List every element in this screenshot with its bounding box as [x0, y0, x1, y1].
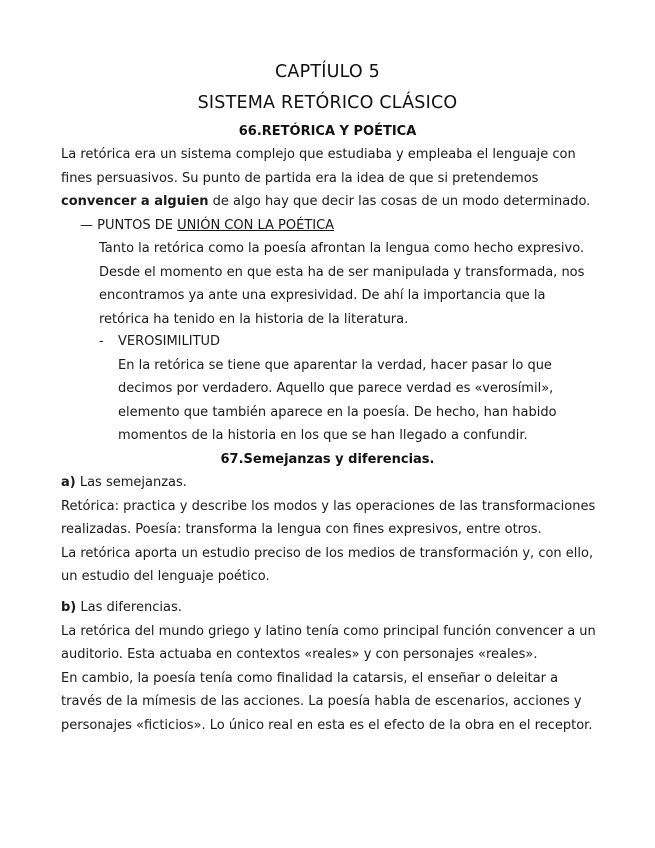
verosimilitud-line-1: En la retórica se tiene que aparentar la verdad, hacer pasar lo que: [118, 358, 552, 373]
subsection-b-line-1: La retórica del mundo griego y latino tenía como principal función convencer a un: [61, 624, 596, 639]
subsection-a-marker: a): [61, 475, 76, 490]
subsection-a-heading: [61, 475, 187, 491]
puntos-underlined: UNIÓN CON LA POÉTICA: [177, 218, 335, 233]
intro-line-1: La retórica era un sistema complejo que estudiaba y empleaba el lenguaje con: [61, 147, 576, 162]
em-dash: —: [80, 218, 93, 233]
subsection-b-line-2: auditorio. Esta actuaba en contextos «reales» y con personajes «reales».: [61, 647, 538, 662]
puntos-para-line-4: retórica ha tenido en la historia de la literatura.: [99, 312, 409, 327]
subsection-a-line-4: un estudio del lenguaje poético.: [61, 569, 270, 584]
intro-line-3-rest: de algo hay que decir las cosas de un modo determinado.: [208, 194, 591, 209]
chapter-title: CAPTÍULO 5: [274, 62, 380, 82]
subsection-b-line-5: personajes «ficticios». Lo único real en esta es el efecto de la obra en el receptor.: [61, 718, 593, 733]
puntos-para-line-3: encontramos ya ante una expresividad. De ahí la importancia que la: [99, 288, 546, 303]
intro-line-2: fines persuasivos. Su punto de partida era la idea de que si pretendemos: [61, 171, 539, 186]
subsection-b-label: Las diferencias.: [76, 600, 182, 615]
verosimilitud-bullet: -: [99, 334, 104, 349]
verosimilitud-label: VEROSIMILITUD: [118, 334, 221, 349]
section-67-heading: 67.Semejanzas y diferencias.: [220, 452, 435, 467]
verosimilitud-line-2: decimos por verdadero. Aquello que parece verdad es «verosímil»,: [118, 381, 554, 396]
subsection-b-heading: [61, 600, 182, 616]
subsection-a-line-3: La retórica aporta un estudio preciso de los medios de transformación y, con ello,: [61, 546, 594, 561]
subsection-b-line-3: En cambio, la poesía tenía como finalidad la catarsis, el enseñar o deleitar a: [61, 671, 559, 686]
subsection-a-label: Las semejanzas.: [75, 475, 187, 490]
puntos-heading: [80, 218, 334, 234]
verosimilitud-line-3: elemento que también aparece en la poesía. De hecho, han habido: [118, 405, 557, 420]
puntos-label: PUNTOS DE: [97, 218, 178, 233]
subsection-a-line-2: realizadas. Poesía: transforma la lengua con fines expresivos, entre otros.: [61, 522, 542, 537]
verosimilitud-line-4: momentos de la historia en los que se han llegado a confundir.: [118, 428, 528, 443]
puntos-para-line-1: Tanto la retórica como la poesía afrontan la lengua como hecho expresivo.: [99, 241, 585, 256]
section-66-heading: 66.RETÓRICA Y POÉTICA: [238, 124, 417, 139]
intro-line-3: [61, 194, 590, 210]
intro-bold-phrase: convencer a alguien: [61, 194, 209, 209]
subsection-b-marker: b): [61, 600, 77, 615]
subsection-a-line-1: Retórica: practica y describe los modos y las operaciones de las transformaciones: [61, 499, 596, 514]
chapter-subtitle: SISTEMA RETÓRICO CLÁSICO: [197, 93, 458, 113]
puntos-para-line-2: Desde el momento en que esta ha de ser manipulada y transformada, nos: [99, 265, 585, 280]
subsection-b-line-4: través de la mímesis de las acciones. La poesía habla de escenarios, acciones y: [61, 694, 582, 709]
